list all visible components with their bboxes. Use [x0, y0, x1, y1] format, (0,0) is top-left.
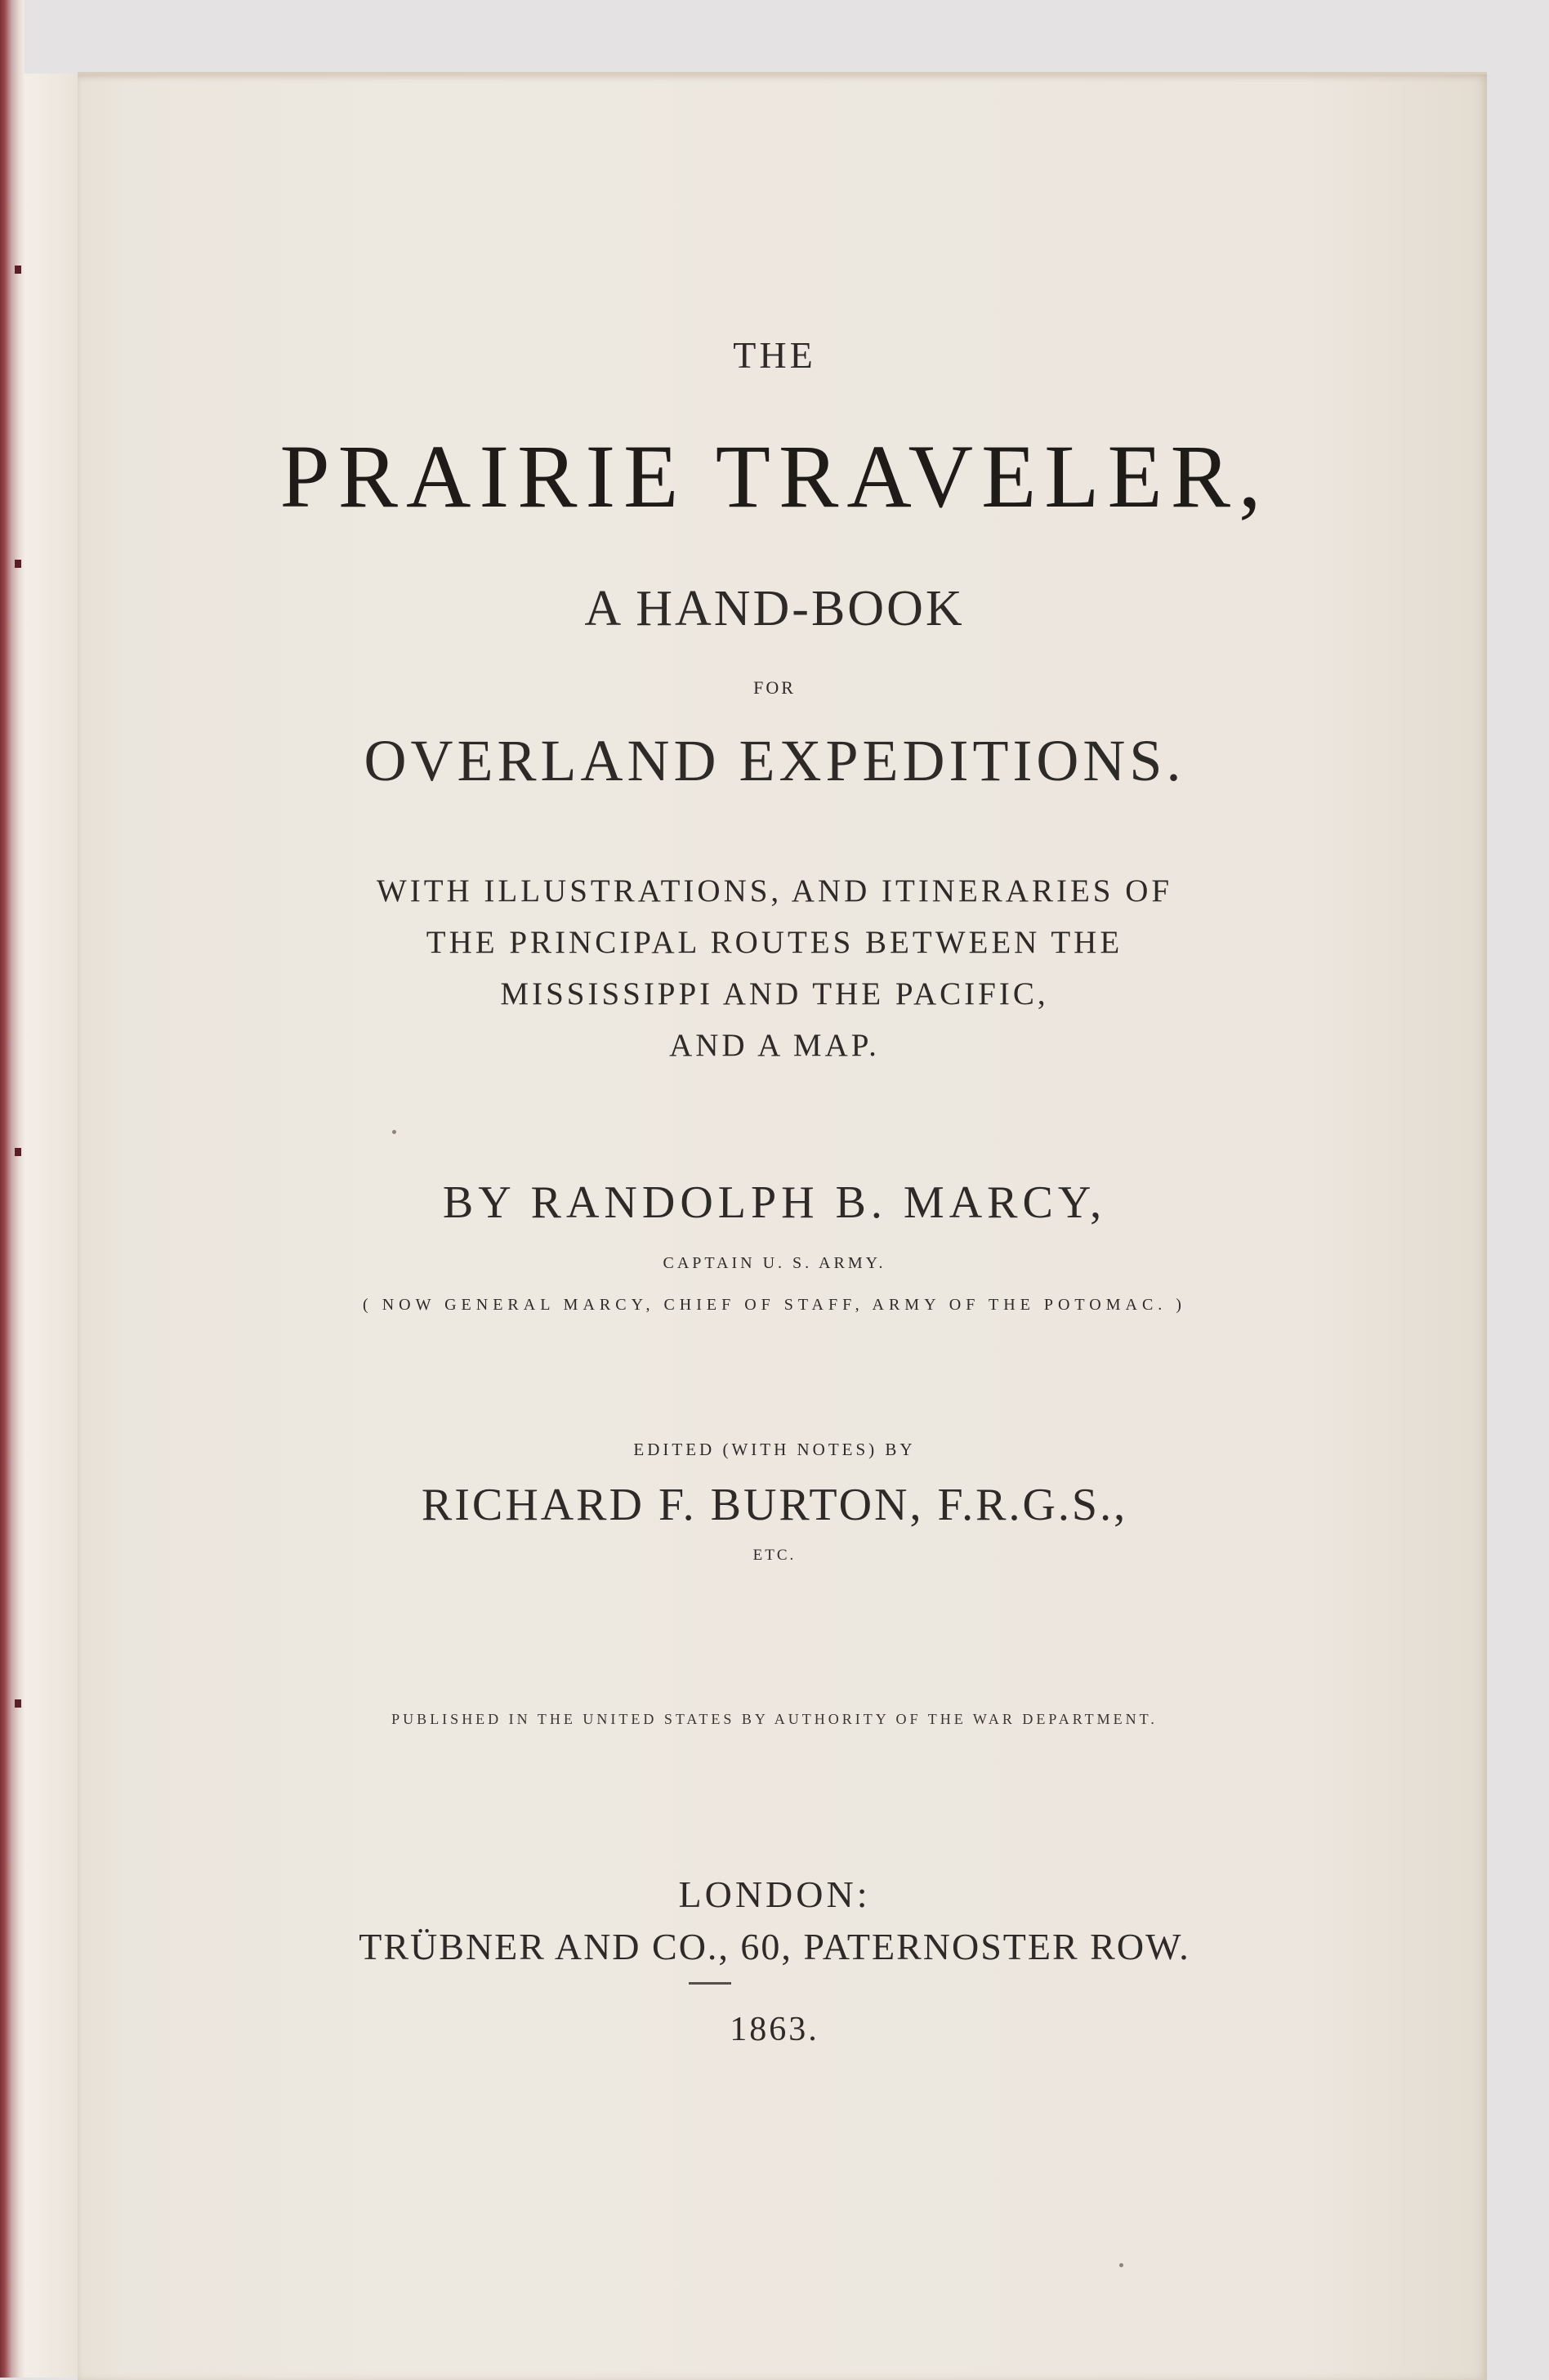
author-name: RANDOLPH B. MARCY,	[530, 1177, 1107, 1228]
description-line: THE PRINCIPAL ROUTES BETWEEN THE	[426, 925, 1123, 960]
binding-notch	[15, 1148, 21, 1156]
authority-statement: PUBLISHED IN THE UNITED STATES BY AUTHORITY OF THE WAR DEPARTMENT.	[391, 1711, 1158, 1727]
book-title: PRAIRIE TRAVELER,	[279, 426, 1270, 526]
subtitle-connector: FOR	[753, 677, 796, 698]
description-line: MISSISSIPPI AND THE PACIFIC,	[500, 976, 1049, 1011]
author-rank: CAPTAIN U. S. ARMY.	[663, 1254, 886, 1272]
paper-speck	[1119, 2263, 1123, 2267]
author-line	[0, 1177, 1549, 1229]
binding-notch	[15, 1699, 21, 1708]
description-line: AND A MAP.	[669, 1028, 880, 1063]
author-note: ( NOW GENERAL MARCY, CHIEF OF STAFF, ARMY OF THE POTOMAC. )	[363, 1296, 1186, 1314]
subtitle-expeditions: OVERLAND EXPEDITIONS.	[364, 728, 1185, 793]
binding-notch	[15, 560, 21, 568]
imprint-rule	[689, 1982, 731, 1985]
imprint-year: 1863.	[730, 2011, 819, 2048]
imprint-city: LONDON:	[678, 1873, 871, 1915]
editor-etc: ETC.	[752, 1547, 797, 1564]
imprint-publisher: TRÜBNER AND CO., 60, PATERNOSTER ROW.	[359, 1926, 1190, 1967]
binding-notch	[15, 266, 21, 274]
editor-name: RICHARD F. BURTON, F.R.G.S.,	[421, 1480, 1128, 1530]
editor-label: EDITED (WITH NOTES) BY	[633, 1440, 916, 1459]
subtitle-handbook: A HAND-BOOK	[584, 581, 965, 636]
title-article: THE	[733, 334, 816, 376]
paper-speck	[392, 1130, 396, 1134]
description-line: WITH ILLUSTRATIONS, AND ITINERARIES OF	[376, 873, 1173, 909]
author-by: BY	[442, 1177, 515, 1228]
